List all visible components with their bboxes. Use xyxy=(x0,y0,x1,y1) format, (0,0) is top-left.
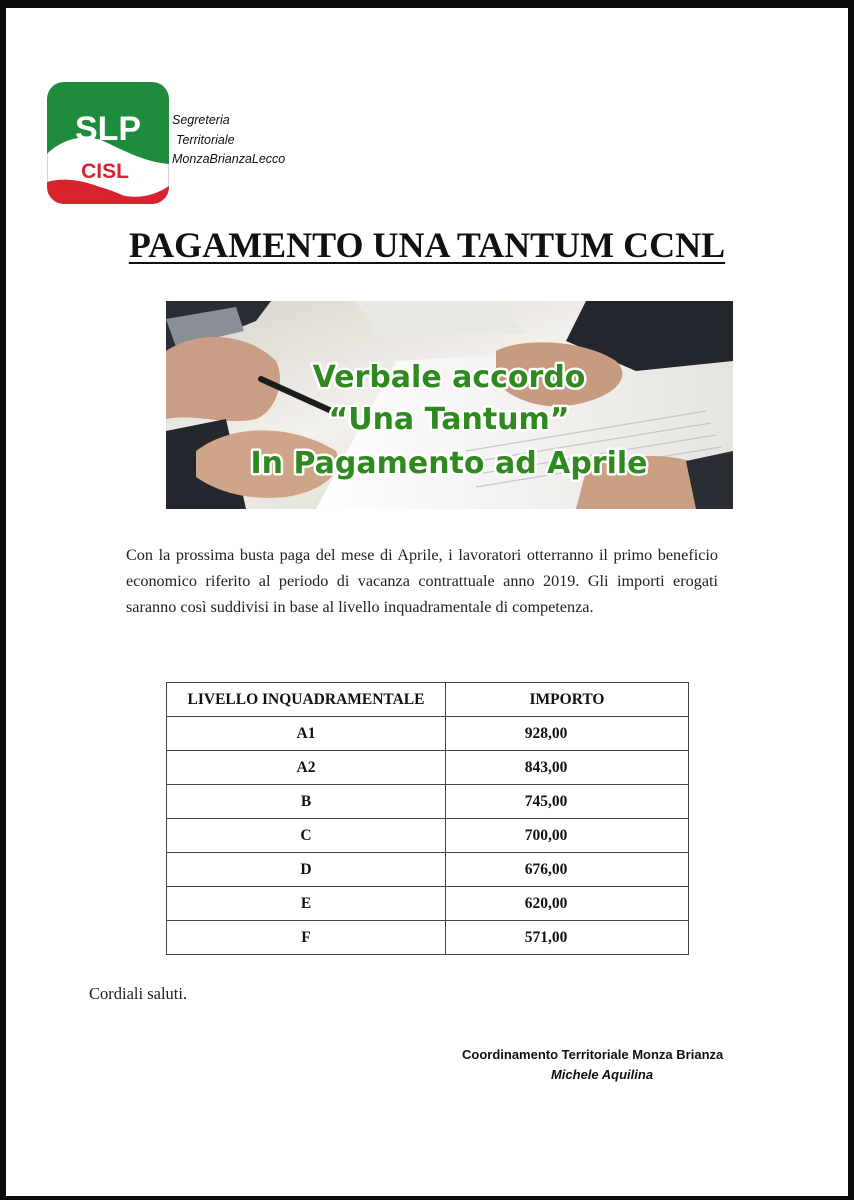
org-line: MonzaBrianzaLecco xyxy=(172,152,286,166)
table-header-row xyxy=(167,683,689,717)
livello-cell: C xyxy=(167,819,446,853)
livello-cell: F xyxy=(167,921,446,955)
intro-paragraph: Con la prossima busta paga del mese di Aprile, i lavoratori otterranno il primo beneficio economico riferito al periodo di vacanza contrattuale anno 2019. Gli importi erogati saranno così suddivisi in base al livello inquadramentale di competenza. xyxy=(126,546,718,617)
table-row xyxy=(167,853,689,887)
table-row xyxy=(167,751,689,785)
importo-cell: 745,00 xyxy=(446,785,689,819)
logo-text-cisl: CISL xyxy=(81,160,129,183)
livello-cell: B xyxy=(167,785,446,819)
column-header-livello: LIVELLO INQUADRAMENTALE xyxy=(167,683,446,717)
importo-cell: 928,00 xyxy=(446,717,689,751)
table-row xyxy=(167,819,689,853)
signature-org: Coordinamento Territoriale Monza Brianza xyxy=(462,1047,724,1062)
column-header-importo: IMPORTO xyxy=(446,683,689,717)
importi-table xyxy=(166,682,689,955)
closing-text: Cordiali saluti. xyxy=(89,984,188,1003)
banner-image xyxy=(166,301,733,509)
importo-cell: 676,00 xyxy=(446,853,689,887)
org-name xyxy=(172,111,285,170)
livello-cell: A2 xyxy=(167,751,446,785)
livello-cell: D xyxy=(167,853,446,887)
table-row xyxy=(167,887,689,921)
org-line: Segreteria xyxy=(172,113,230,127)
livello-cell: E xyxy=(167,887,446,921)
importo-cell: 843,00 xyxy=(446,751,689,785)
banner-line-3: In Pagamento ad Aprile xyxy=(250,446,648,481)
slp-cisl-logo xyxy=(47,82,169,204)
table-row xyxy=(167,785,689,819)
importo-cell: 571,00 xyxy=(446,921,689,955)
signature-block xyxy=(462,1045,742,1085)
logo-text-slp: SLP xyxy=(74,110,142,148)
importo-cell: 620,00 xyxy=(446,887,689,921)
table-row xyxy=(167,921,689,955)
banner-line-2: “Una Tantum” xyxy=(328,402,570,437)
banner-line-1: Verbale accordo xyxy=(312,360,586,395)
livello-cell: A1 xyxy=(167,717,446,751)
page-title: PAGAMENTO UNA TANTUM CCNL xyxy=(128,225,726,265)
table-row xyxy=(167,717,689,751)
importo-cell: 700,00 xyxy=(446,819,689,853)
signature-name: Michele Aquilina xyxy=(550,1067,654,1082)
org-line: Territoriale xyxy=(176,132,235,147)
